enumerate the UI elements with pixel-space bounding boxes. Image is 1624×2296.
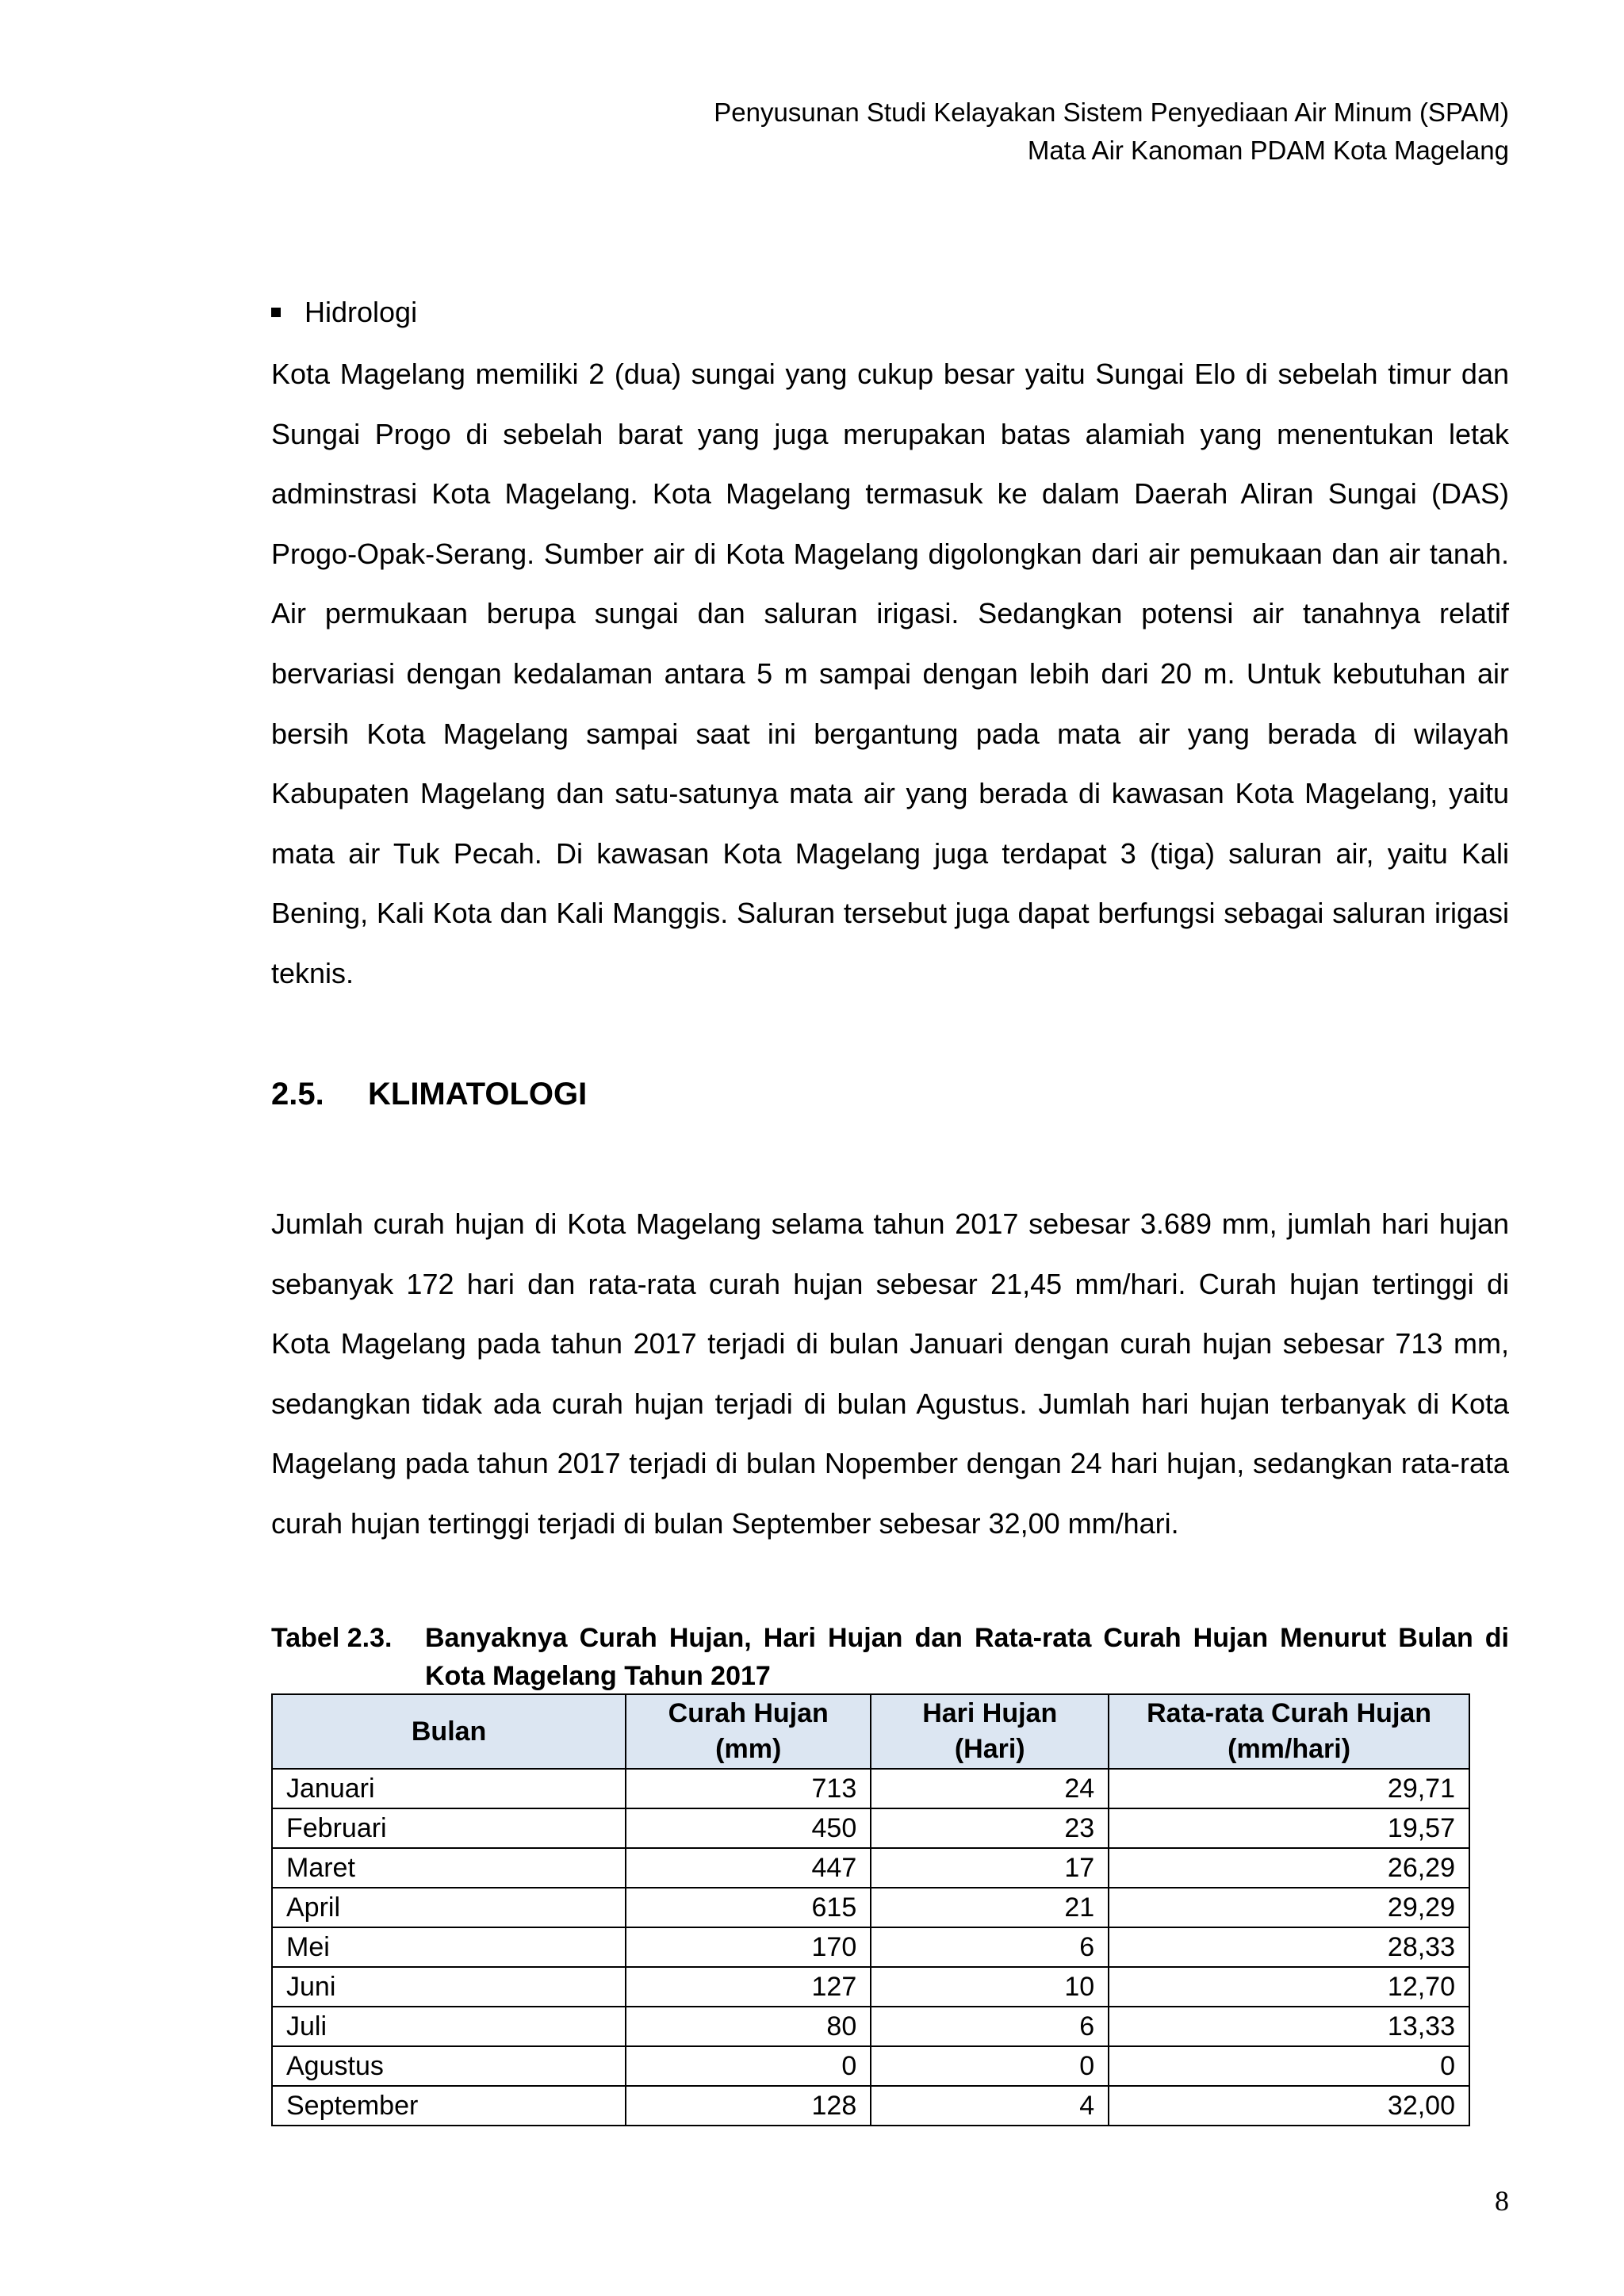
cell-rata: 26,29	[1109, 1848, 1469, 1888]
section-number: 2.5.	[271, 1077, 324, 1112]
cell-rata: 29,29	[1109, 1888, 1469, 1927]
cell-curah: 447	[626, 1848, 871, 1888]
cell-hari: 17	[871, 1848, 1109, 1888]
klimatologi-paragraph: Jumlah curah hujan di Kota Magelang selama tahun 2017 sebesar 3.689 mm, jumlah hari hujan sebanyak 172 hari dan rata-rata curah hujan sebesar 21,45 mm/hari. Curah hujan tertinggi di Kota Magelang pada tahun 2017 terjadi di bulan Januari dengan curah hujan sebesar 713 mm, sedangkan tidak ada curah hujan terjadi di bulan Agustus. Jumlah hari hujan terbanyak di Kota Magelang pada tahun 2017 terjadi di bulan Nopember dengan 24 hari hujan, sedangkan rata-rata curah hujan tertinggi terjadi di bulan September sebesar 32,00 mm/hari.	[271, 1207, 1509, 1540]
cell-hari: 6	[871, 2007, 1109, 2046]
cell-bulan: April	[272, 1888, 626, 1927]
cell-bulan: Mei	[272, 1927, 626, 1967]
header-bulan: Bulan	[272, 1694, 626, 1769]
cell-hari: 10	[871, 1967, 1109, 2007]
cell-curah: 713	[626, 1769, 871, 1808]
cell-bulan: September	[272, 2086, 626, 2126]
header-hari-hujan: Hari Hujan (Hari)	[871, 1694, 1109, 1769]
header-line-2: Mata Air Kanoman PDAM Kota Magelang	[1027, 136, 1509, 165]
table-caption-text: Banyaknya Curah Hujan, Hari Hujan dan Rata-rata Curah Hujan Menurut Bulan di Kota Magelang Tahun 2017	[425, 1623, 1509, 1691]
hidrologi-paragraph: Kota Magelang memiliki 2 (dua) sungai yang cukup besar yaitu Sungai Elo di sebelah timur dan Sungai Progo di sebelah barat yang juga merupakan batas alamiah yang menentukan letak adminstrasi Kota Magelang. Kota Magelang termasuk ke dalam Daerah Aliran Sungai (DAS) Progo-Opak-Serang. Sumber air di Kota Magelang digolongkan dari air pemukaan dan air tanah. Air permukaan berupa sungai dan saluran irigasi. Sedangkan potensi air tanahnya relatif bervariasi dengan kedalaman antara 5 m sampai dengan lebih dari 20 m. Untuk kebutuhan air bersih Kota Magelang sampai saat ini bergantung pada mata air yang berada di wilayah Kabupaten Magelang dan satu-satunya mata air yang berada di kawasan Kota Magelang, yaitu mata air Tuk Pecah. Di kawasan Kota Magelang juga terdapat 3 (tiga) saluran air, yaitu Kali Bening, Kali Kota dan Kali Manggis. Saluran tersebut juga dapat berfungsi sebagai saluran irigasi teknis.	[271, 358, 1509, 989]
table-row	[272, 2046, 1469, 2086]
cell-hari: 4	[871, 2086, 1109, 2126]
cell-curah: 128	[626, 2086, 871, 2126]
table-row	[272, 2007, 1469, 2046]
cell-bulan: Juni	[272, 1967, 626, 2007]
cell-hari: 21	[871, 1888, 1109, 1927]
cell-rata: 32,00	[1109, 2086, 1469, 2126]
page-header	[714, 94, 1509, 170]
table-row	[272, 1888, 1469, 1927]
cell-rata: 13,33	[1109, 2007, 1469, 2046]
table-row	[272, 1848, 1469, 1888]
cell-curah: 450	[626, 1808, 871, 1848]
table-caption-label: Tabel 2.3.	[271, 1623, 393, 1653]
cell-rata: 19,57	[1109, 1808, 1469, 1848]
table-caption	[271, 1619, 1509, 1695]
table-row	[272, 1927, 1469, 1967]
cell-hari: 23	[871, 1808, 1109, 1848]
hidrologi-heading	[271, 293, 1509, 331]
table-row	[272, 1967, 1469, 2007]
cell-rata: 29,71	[1109, 1769, 1469, 1808]
cell-bulan: Agustus	[272, 2046, 626, 2086]
page-number: 8	[1495, 2185, 1509, 2217]
section-title	[271, 1070, 1509, 1118]
cell-hari: 0	[871, 2046, 1109, 2086]
cell-curah: 127	[626, 1967, 871, 2007]
cell-bulan: Februari	[272, 1808, 626, 1848]
cell-hari: 6	[871, 1927, 1109, 1967]
cell-bulan: Maret	[272, 1848, 626, 1888]
cell-rata: 0	[1109, 2046, 1469, 2086]
table-row	[272, 1808, 1469, 1848]
cell-bulan: Januari	[272, 1769, 626, 1808]
header-rata-rata: Rata-rata Curah Hujan (mm/hari)	[1109, 1694, 1469, 1769]
cell-curah: 80	[626, 2007, 871, 2046]
bullet-square-icon	[271, 308, 281, 317]
cell-hari: 24	[871, 1769, 1109, 1808]
table-row	[272, 2086, 1469, 2126]
section-title-text: KLIMATOLOGI	[368, 1077, 588, 1112]
header-line-1: Penyusunan Studi Kelayakan Sistem Penyediaan Air Minum (SPAM)	[714, 98, 1509, 127]
cell-curah: 170	[626, 1927, 871, 1967]
table-row	[272, 1769, 1469, 1808]
rainfall-table	[271, 1693, 1470, 2126]
table-header-row	[272, 1694, 1469, 1769]
cell-curah: 0	[626, 2046, 871, 2086]
cell-rata: 12,70	[1109, 1967, 1469, 2007]
hidrologi-heading-text: Hidrologi	[304, 296, 418, 328]
cell-rata: 28,33	[1109, 1927, 1469, 1967]
cell-curah: 615	[626, 1888, 871, 1927]
header-curah-hujan: Curah Hujan (mm)	[626, 1694, 871, 1769]
cell-bulan: Juli	[272, 2007, 626, 2046]
